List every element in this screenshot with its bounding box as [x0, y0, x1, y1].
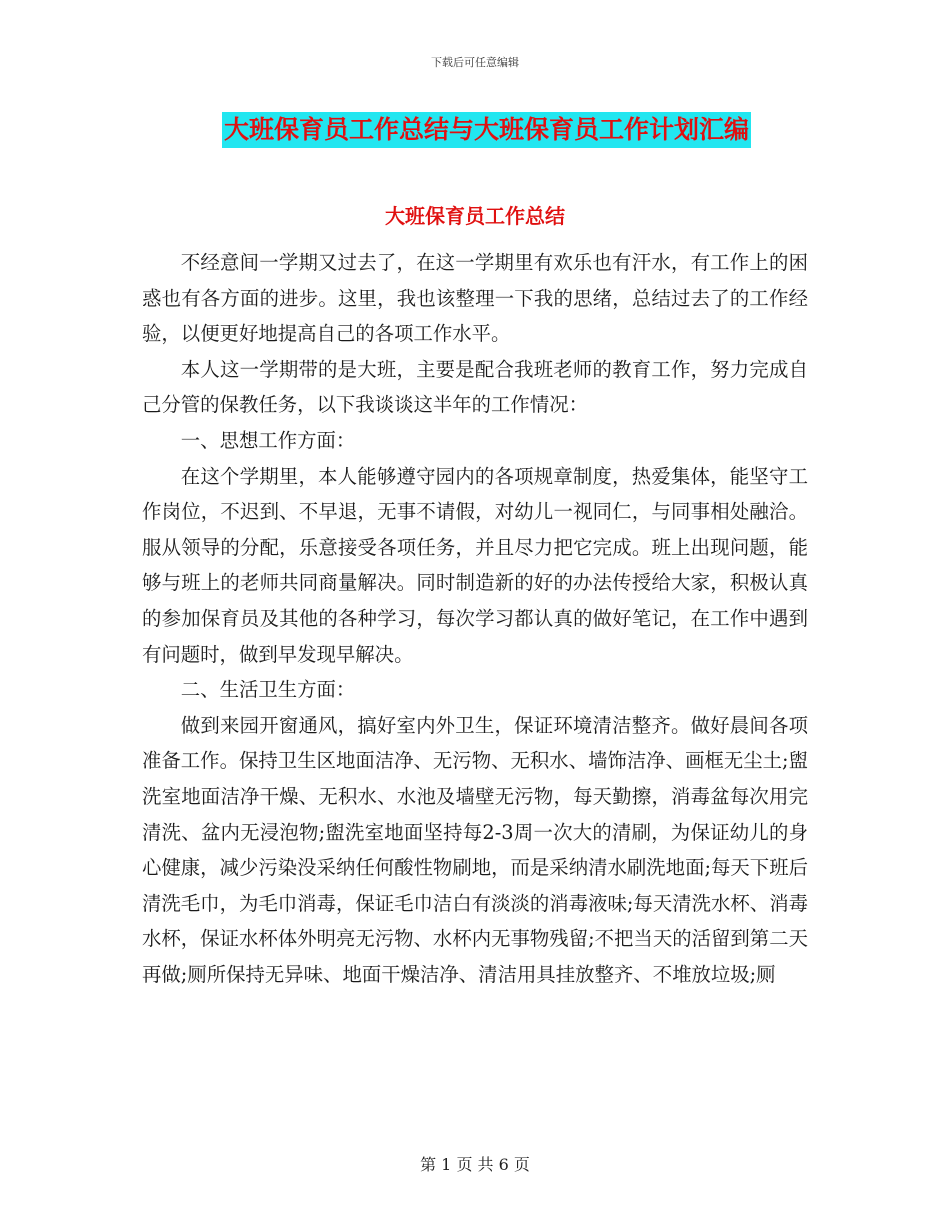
heading-hygiene: 二、生活卫生方面： — [180, 678, 356, 702]
document-body — [142, 245, 808, 992]
page-number: 第 1 页 共 6 页 — [420, 1155, 530, 1174]
paragraph-ideology: 在这个学期里，本人能够遵守园内的各项规章制度，热爱集体，能坚守工作岗位，不迟到、不早退，无事不请假，对幼儿一视同仁，与同事相处融洽。服从领导的分配，乐意接受各项任务，并且尽力把它完成。班上出现问题，能够与班上的老师共同商量解决。同时制造新的好的办法传授给大家，积极认真的参加保育员及其他的各种学习，每次学习都认真的做好笔记，在工作中遇到有问题时，做到早发现早解决。 — [142, 464, 808, 666]
section-title: 大班保育员工作总结 — [385, 204, 565, 228]
document-main-title: 大班保育员工作总结与大班保育员工作计划汇编 — [222, 112, 751, 148]
paragraph-overview: 本人这一学期带的是大班，主要是配合我班老师的教育工作，努力完成自己分管的保教任务，以下我谈谈这半年的工作情况： — [142, 357, 808, 417]
header-note: 下载后可任意编辑 — [431, 56, 519, 69]
paragraph-hygiene: 做到来园开窗通风，搞好室内外卫生，保证环境清洁整齐。做好晨间各项准备工作。保持卫生区地面洁净、无污物、无积水、墙饰洁净、画框无尘土;盥洗室地面洁净干燥、无积水、水池及墙壁无污物，每天勤擦，消毒盆每次用完清洗、盆内无浸泡物;盥洗室地面坚持每2-3周一次大的清刷，为保证幼儿的身心健康，减少污染没采纳任何酸性物刷地，而是采纳清水刷洗地面;每天下班后清洗毛巾，为毛巾消毒，保证毛巾洁白有淡淡的消毒液味;每天清洗水杯、消毒水杯，保证水杯体外明亮无污物、水杯内无事物残留;不把当天的活留到第二天再做;厕所保持无异味、地面干燥洁净、清洁用具挂放整齐、不堆放垃圾;厕 — [142, 713, 808, 986]
heading-ideology: 一、思想工作方面： — [180, 428, 356, 452]
paragraph-intro: 不经意间一学期又过去了，在这一学期里有欢乐也有汗水，有工作上的困惑也有各方面的进步。这里，我也该整理一下我的思绪，总结过去了的工作经验，以便更好地提高自己的各项工作水平。 — [142, 251, 808, 346]
